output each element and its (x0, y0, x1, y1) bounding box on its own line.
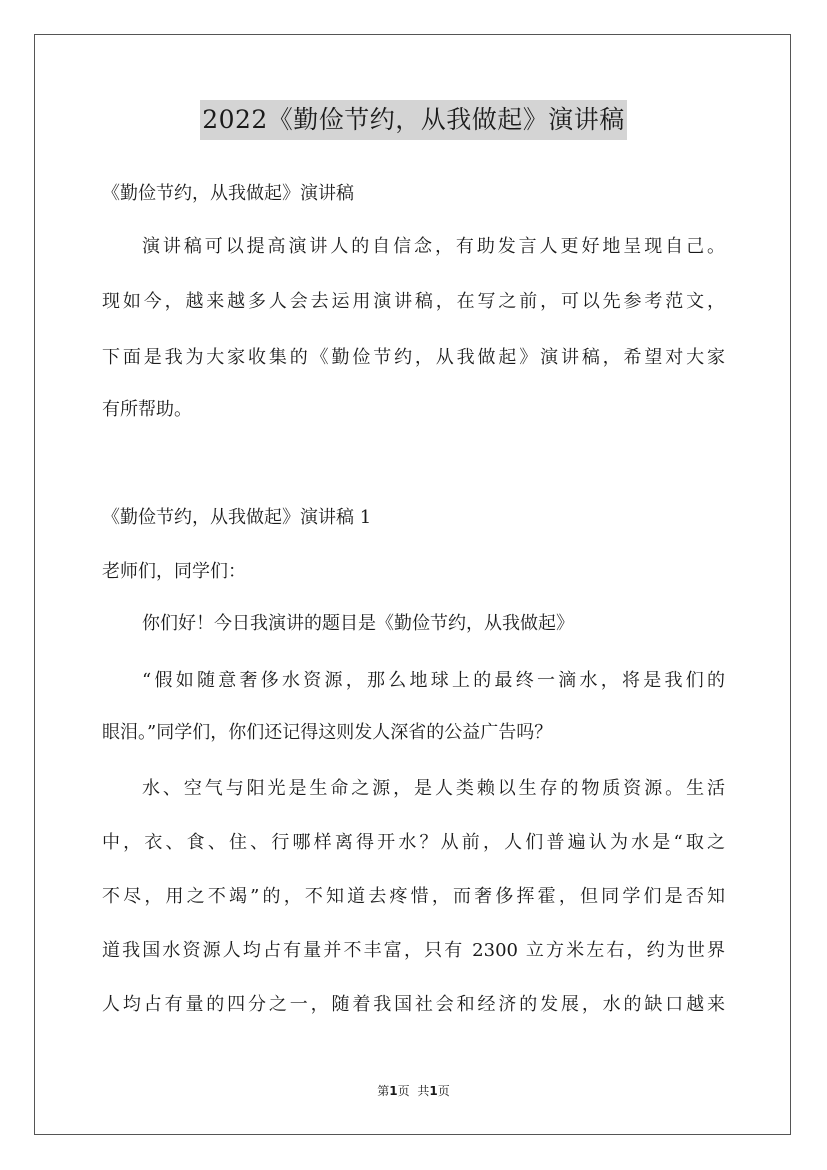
document-subtitle: 《勤俭节约，从我做起》演讲稿 (102, 183, 354, 204)
intro-line-2: 现如今，越来越多人会去运用演讲稿，在写之前，可以先参考范文， (102, 291, 725, 312)
body-line-5: 中，衣、食、住、行哪样离得开水？从前，人们普遍认为水是“取之 (102, 832, 725, 853)
footer-total-suffix: 页 (437, 1084, 450, 1098)
greeting: 老师们，同学们： (102, 561, 246, 582)
footer-total-prefix: 共 (417, 1084, 430, 1098)
footer-page-prefix: 第 (377, 1084, 390, 1098)
body-line-6: 不尽，用之不竭”的，不知道去疼惜，而奢侈挥霍，但同学们是否知 (102, 886, 725, 907)
footer-page-total: 1 (429, 1084, 438, 1098)
section-heading: 《勤俭节约，从我做起》演讲稿 1 (102, 507, 372, 528)
page-footer (0, 1083, 827, 1099)
footer-page-current: 1 (389, 1084, 398, 1098)
body-line-7: 道我国水资源人均占有量并不丰富，只有 2300 立方米左右，约为世界 (102, 940, 725, 961)
body-line-1: 你们好！今日我演讲的题目是《勤俭节约，从我做起》 (142, 613, 574, 634)
intro-line-3: 下面是我为大家收集的《勤俭节约，从我做起》演讲稿，希望对大家 (102, 347, 725, 368)
body-line-3: 眼泪。”同学们，你们还记得这则发人深省的公益广告吗？ (102, 722, 553, 743)
intro-line-4: 有所帮助。 (102, 399, 192, 420)
footer-page-suffix: 页 (397, 1084, 410, 1098)
title-container (0, 100, 827, 140)
body-line-2: “假如随意奢侈水资源，那么地球上的最终一滴水，将是我们的 (142, 670, 725, 691)
document-title: 2022《勤俭节约，从我做起》演讲稿 (200, 100, 627, 140)
body-line-8: 人均占有量的四分之一，随着我国社会和经济的发展，水的缺口越来 (102, 994, 725, 1015)
intro-line-1: 演讲稿可以提高演讲人的自信念，有助发言人更好地呈现自己。 (142, 236, 725, 257)
body-line-4: 水、空气与阳光是生命之源，是人类赖以生存的物质资源。生活 (142, 778, 725, 799)
